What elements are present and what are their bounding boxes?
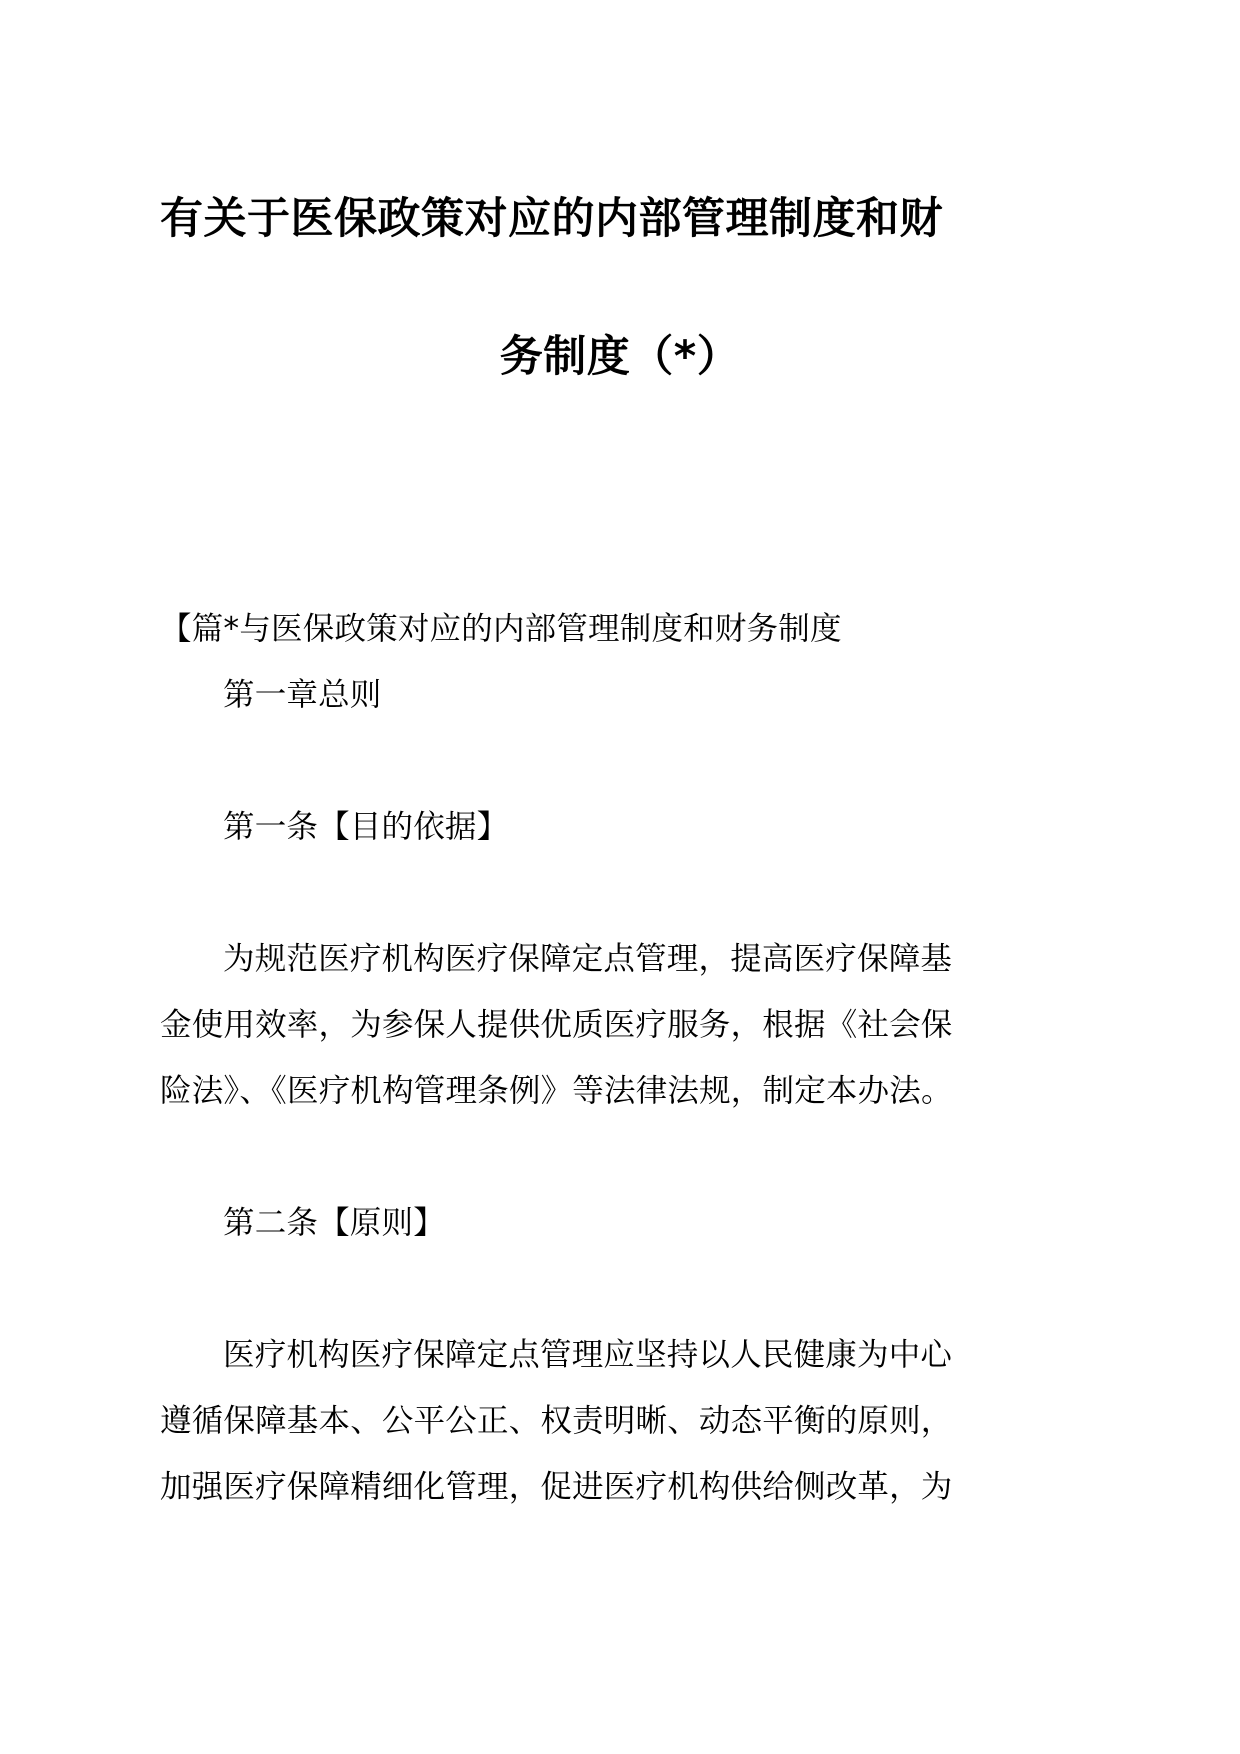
page-title-line-1: 有关于医保政策对应的内部管理制度和财 bbox=[160, 194, 943, 244]
article-2-paragraph bbox=[160, 1322, 1100, 1520]
section-heading-bracket-text: 【篇*与医保政策对应的内部管理制度和财务制度 bbox=[160, 611, 842, 647]
document-body bbox=[160, 596, 1100, 1520]
page-title bbox=[160, 150, 1090, 426]
article-2-line-2: 遵循保障基本、公平公正、权责明晰、动态平衡的原则， bbox=[160, 1403, 953, 1439]
article-1-line-3: 险法》、《医疗机构管理条例》等法律法规，制定本办法。 bbox=[160, 1073, 953, 1109]
spacer bbox=[160, 1256, 1100, 1322]
section-heading-bracket bbox=[160, 596, 1100, 728]
article-1-paragraph bbox=[160, 926, 1100, 1124]
chapter-heading-text: 第一章总则 bbox=[223, 677, 382, 713]
spacer bbox=[160, 728, 1100, 794]
page-title-line-2: 务制度（*） bbox=[499, 332, 741, 382]
article-2-line-3: 加强医疗保障精细化管理，促进医疗机构供给侧改革，为 bbox=[160, 1469, 953, 1505]
spacer bbox=[160, 860, 1100, 926]
article-2-heading-text: 第二条【原则】 bbox=[223, 1205, 445, 1241]
article-1-line-1: 为规范医疗机构医疗保障定点管理，提高医疗保障基 bbox=[223, 941, 953, 977]
article-1-heading-text: 第一条【目的依据】 bbox=[223, 809, 509, 845]
article-1-heading bbox=[160, 794, 1100, 860]
spacer bbox=[160, 1124, 1100, 1190]
article-2-line-1: 医疗机构医疗保障定点管理应坚持以人民健康为中心 bbox=[223, 1337, 953, 1373]
article-1-line-2: 金使用效率，为参保人提供优质医疗服务，根据《社会保 bbox=[160, 1007, 953, 1043]
article-2-heading bbox=[160, 1190, 1100, 1256]
